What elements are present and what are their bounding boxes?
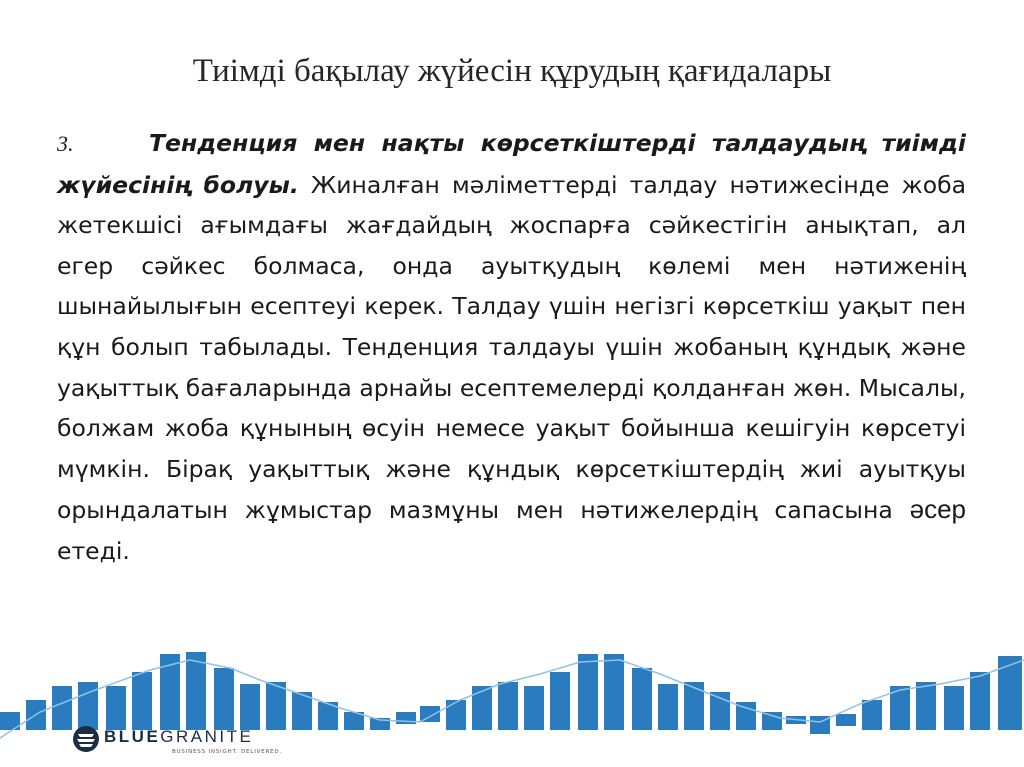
- decor-bar: [446, 700, 466, 730]
- decor-bar: [862, 700, 882, 730]
- item-body-tail: етеді.: [57, 536, 130, 565]
- decor-bar: [604, 654, 624, 730]
- decor-bar: [836, 714, 856, 726]
- decor-bar: [632, 668, 652, 730]
- decor-bar: [916, 682, 936, 730]
- decor-bar: [970, 672, 990, 730]
- slide-title: Тиімді бақылау жүйесін құрудың қағидалары: [192, 53, 832, 89]
- blue-granite-logo: [72, 725, 282, 761]
- decor-bar: [106, 686, 126, 730]
- item-emphasis: Тенденция мен нақты көрсеткіштерді талдаудың тиімді жүйесінің болуы.: [57, 129, 966, 199]
- decor-bar: [524, 686, 544, 730]
- decor-bar: [684, 682, 704, 730]
- decor-bar: [240, 684, 260, 730]
- decor-bar: [472, 686, 492, 730]
- decor-bar: [132, 672, 152, 730]
- decor-bar: [658, 684, 678, 730]
- decor-bar: [52, 686, 72, 730]
- logo-word-blue: BLUE: [104, 727, 161, 746]
- decorative-bars: [0, 652, 1022, 734]
- logo-wordmark: [104, 727, 253, 747]
- decor-bar: [78, 682, 98, 730]
- logo-tagline: BUSINESS INSIGHT. DELIVERED.: [172, 749, 282, 755]
- blue-granite-mark-icon: [72, 725, 100, 753]
- decor-bar: [214, 668, 234, 730]
- decor-bar: [498, 682, 518, 730]
- decor-bar: [998, 656, 1022, 730]
- decor-bar: [186, 652, 206, 730]
- item-number: 3.: [57, 131, 74, 156]
- decor-bar: [578, 654, 598, 730]
- decor-bar: [944, 686, 964, 730]
- logo-word-granite: GRANITE: [160, 727, 254, 746]
- decor-bar: [762, 712, 782, 730]
- slide-body: [57, 123, 966, 572]
- item-body-end-word: әсер: [909, 494, 966, 525]
- item-body: Жиналған мәліметтерді талдау нәтижесінде жоба жетекшісі ағымдағы жағдайдың жоспарға сәйкестігін анықтап, ал егер сәйкес болмаса, онда ауытқудың көлемі мен нәтиженің шынайылығын есептеуі керек. Талдау үшін негізгі көрсеткіш уақыт пен құн болып табылады. Тенденция талдауы үшін жобаның құндық және уақыттық бағаларында арнайы есептемелерді қолданған жөн. Мысалы, болжам жоба құнының өсуін немесе уақыт бойынша кешігуін көрсетуі мүмкін. Бірақ уақыттық және құндық көрсеткіштердің жиі ауытқуы орындалатын жұмыстар мазмұны мен нәтижелердің сапасына: [57, 170, 966, 525]
- decor-bar: [266, 682, 286, 730]
- decor-bar: [550, 672, 570, 730]
